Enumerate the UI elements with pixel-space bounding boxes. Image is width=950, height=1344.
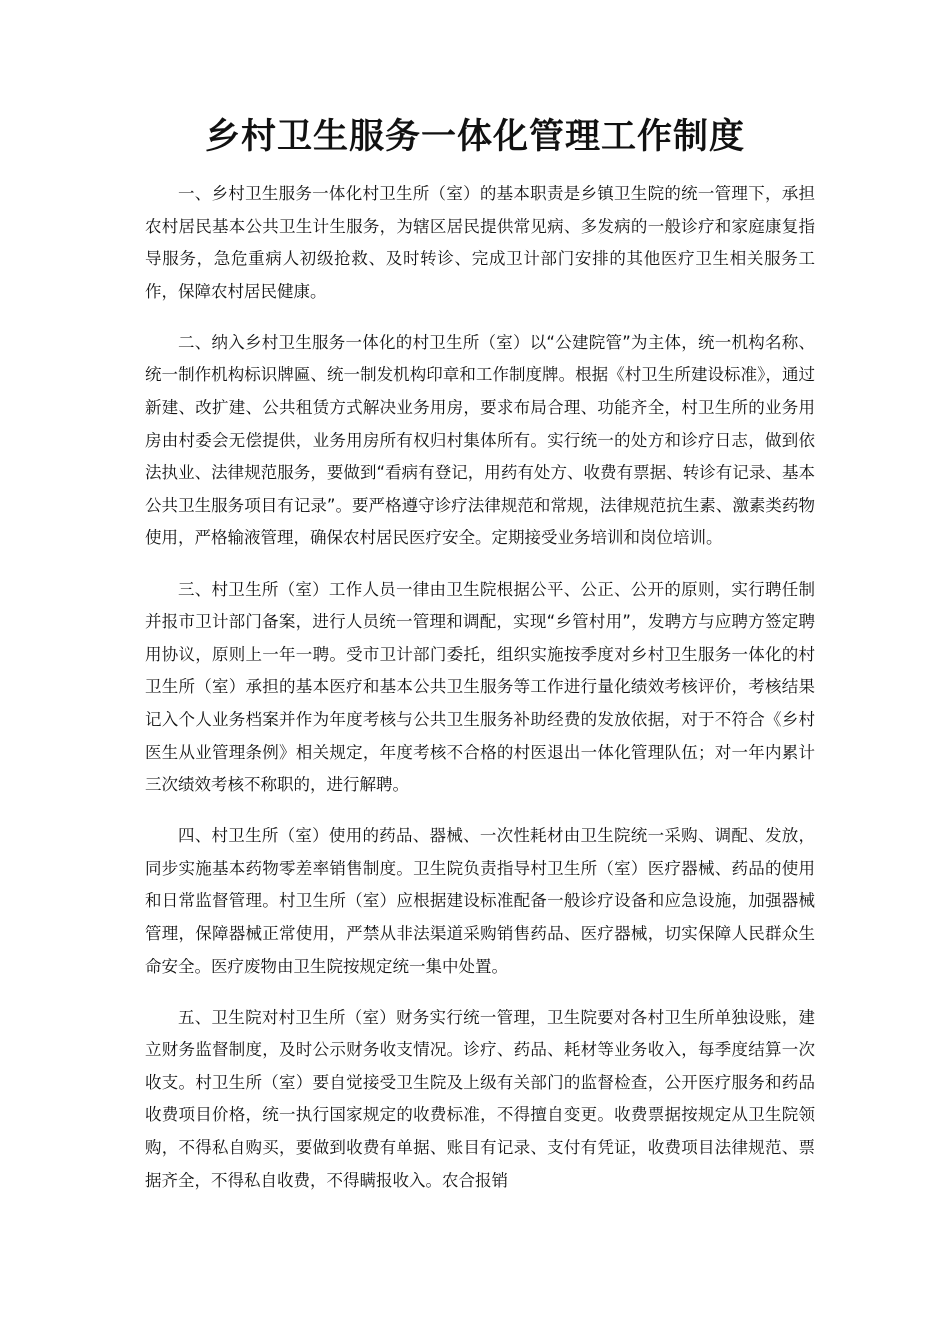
paragraph-4: 四、村卫生所（室）使用的药品、器械、一次性耗材由卫生院统一采购、调配、发放，同步实施基本药物零差率销售制度。卫生院负责指导村卫生所（室）医疗器械、药品的使用和日常监督管理。村卫生所（室）应根据建设标准配备一般诊疗设备和应急设施，加强器械管理，保障器械正常使用，严禁从非法渠道采购销售药品、医疗器械，切实保障人民群众生命安全。医疗废物由卫生院按规定统一集中处置。 — [145, 826, 815, 976]
paragraph-3: 三、村卫生所（室）工作人员一律由卫生院根据公平、公正、公开的原则，实行聘任制并报市卫计部门备案，进行人员统一管理和调配，实现“乡管村用”，发聘方与应聘方签定聘用协议，原则上一年一聘。受市卫计部门委托，组织实施按季度对乡村卫生服务一体化的村卫生所（室）承担的基本医疗和基本公共卫生服务等工作进行量化绩效考核评价，考核结果记入个人业务档案并作为年度考核与公共卫生服务补助经费的发放依据，对于不符合《乡村医生从业管理条例》相关规定，年度考核不合格的村医退出一体化管理队伍；对一年内累计三次绩效考核不称职的，进行解聘。 — [145, 579, 815, 795]
document-body — [145, 178, 815, 1216]
paragraph-1: 一、乡村卫生服务一体化村卫生所（室）的基本职责是乡镇卫生院的统一管理下，承担农村居民基本公共卫生计生服务，为辖区居民提供常见病、多发病的一般诊疗和家庭康复指导服务，急危重病人初级抢救、及时转诊、完成卫计部门安排的其他医疗卫生相关服务工作，保障农村居民健康。 — [145, 184, 815, 301]
paragraph-2: 二、纳入乡村卫生服务一体化的村卫生所（室）以“公建院管”为主体，统一机构名称、统一制作机构标识牌匾、统一制发机构印章和工作制度牌。根据《村卫生所建设标准》，通过新建、改扩建、公共租赁方式解决业务用房，要求布局合理、功能齐全，村卫生所的业务用房由村委会无偿提供，业务用房所有权归村集体所有。实行统一的处方和诊疗日志，做到依法执业、法律规范服务，要做到“看病有登记，用药有处方、收费有票据、转诊有记录、基本公共卫生服务项目有记录”。要严格遵守诊疗法律规范和常规，法律规范抗生素、激素类药物使用，严格输液管理，确保农村居民医疗安全。定期接受业务培训和岗位培训。 — [145, 332, 815, 548]
paragraph-5: 五、卫生院对村卫生所（室）财务实行统一管理，卫生院要对各村卫生所单独设账，建立财务监督制度，及时公示财务收支情况。诊疗、药品、耗材等业务收入，每季度结算一次收支。村卫生所（室）要自觉接受卫生院及上级有关部门的监督检查，公开医疗服务和药品收费项目价格，统一执行国家规定的收费标准，不得擅自变更。收费票据按规定从卫生院领购，不得私自购买，要做到收费有单据、账目有记录、支付有凭证，收费项目法律规范、票据齐全，不得私自收费，不得瞒报收入。农合报销 — [145, 1007, 815, 1190]
document-title: 乡村卫生服务一体化管理工作制度 — [204, 117, 745, 157]
